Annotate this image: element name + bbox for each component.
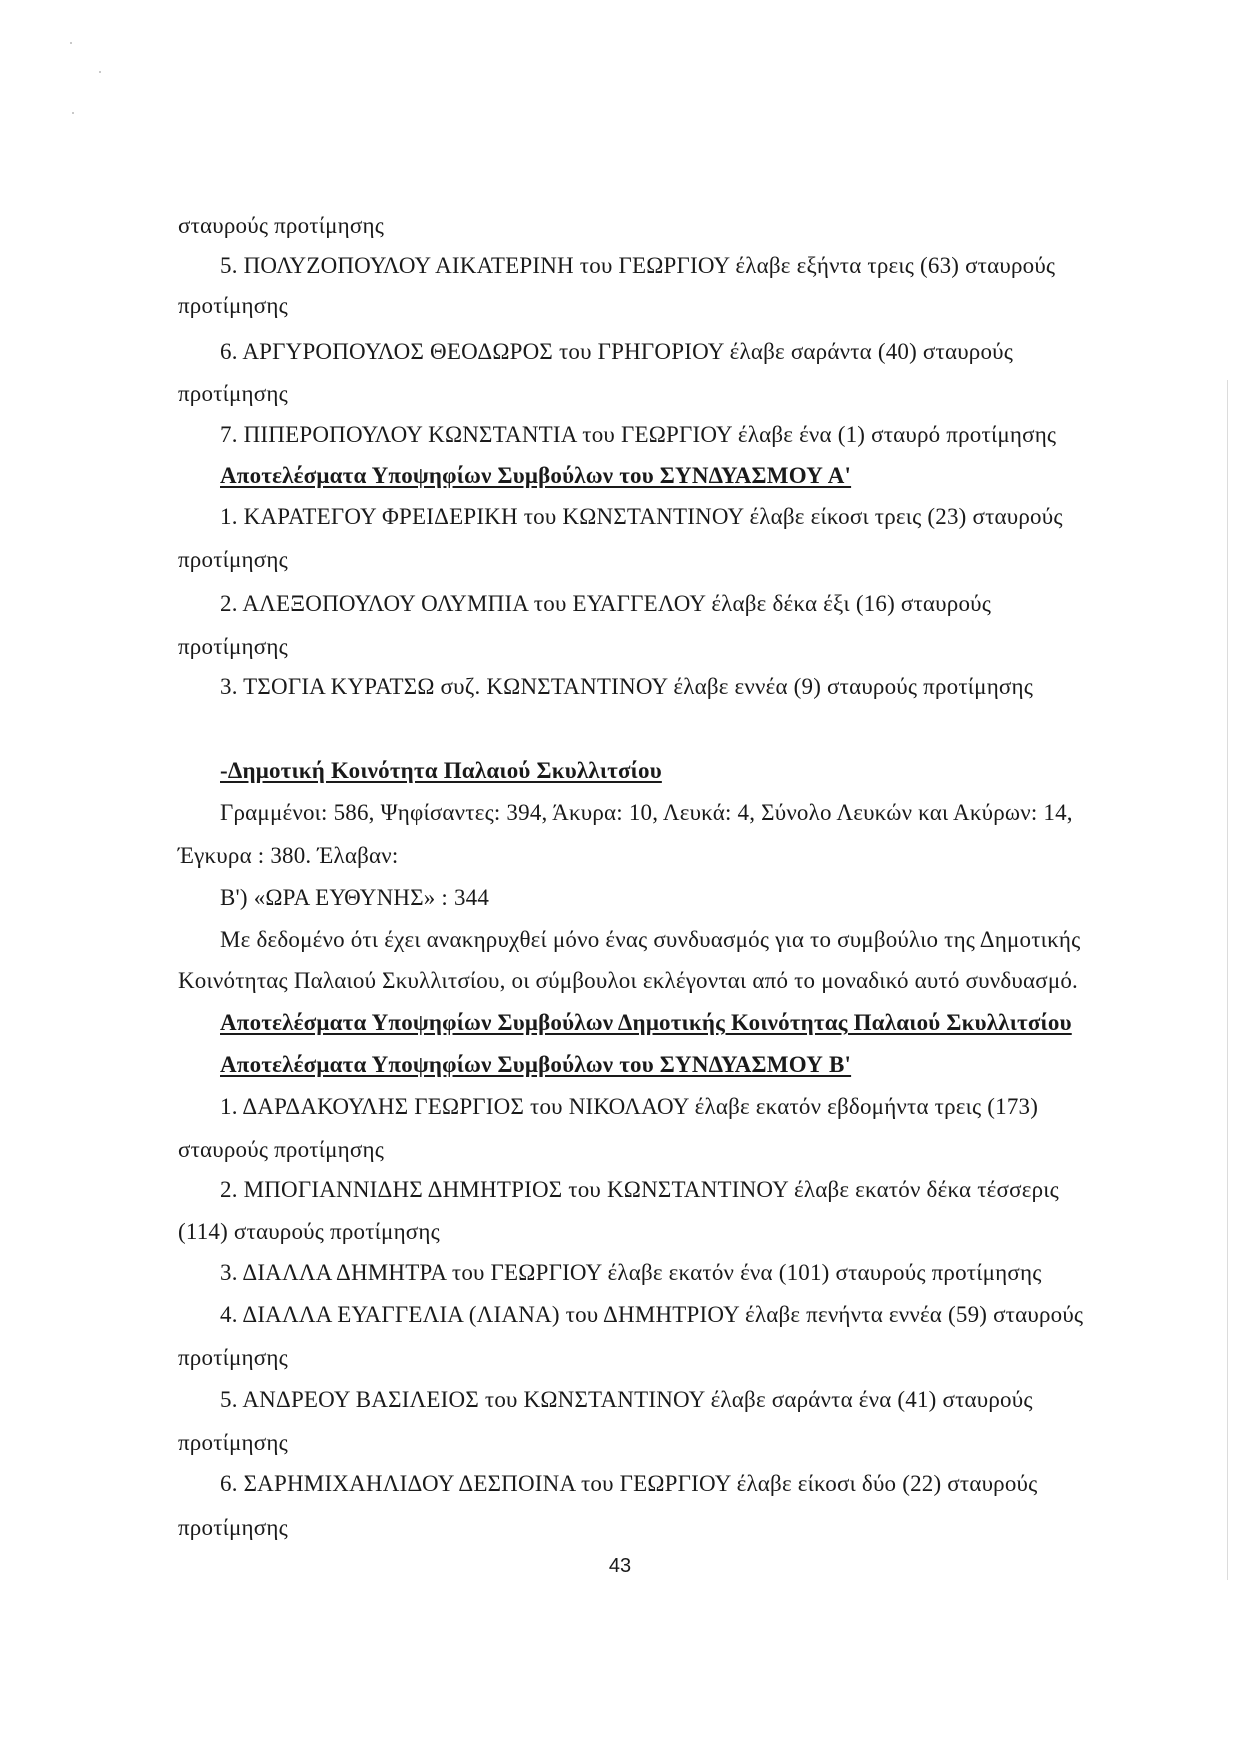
text-line: 7. ΠΙΠΕΡΟΠΟΥΛΟΥ ΚΩΝΣΤΑΝΤΙΑ του ΓΕΩΡΓΙΟΥ έλαβε ένα (1) σταυρό προτίμησης bbox=[220, 422, 1057, 447]
text-line: 5. ΠΟΛΥΖΟΠΟΥΛΟΥ ΑΙΚΑΤΕΡΙΝΗ του ΓΕΩΡΓΙΟΥ έλαβε εξήντα τρεις (63) σταυρούς bbox=[220, 253, 1056, 278]
text-line: σταυρούς προτίμησης bbox=[178, 1137, 385, 1162]
text-line: 2. ΜΠΟΓΙΑΝΝΙΔΗΣ ΔΗΜΗΤΡΙΟΣ του ΚΩΝΣΤΑΝΤΙΝΟΥ έλαβε εκατόν δέκα τέσσερις bbox=[220, 1177, 1059, 1202]
text-line: σταυρούς προτίμησης bbox=[178, 213, 385, 238]
text-line: 3. ΤΣΟΓΙΑ ΚΥΡΑΤΣΩ συζ. ΚΩΝΣΤΑΝΤΙΝΟΥ έλαβε εννέα (9) σταυρούς προτίμησης bbox=[220, 674, 1034, 699]
scan-edge-mark bbox=[1227, 380, 1228, 1580]
text-line: 4. ΔΙΑΛΛΑ ΕΥΑΓΓΕΛΙΑ (ΛΙΑΝΑ) του ΔΗΜΗΤΡΙΟΥ έλαβε πενήντα εννέα (59) σταυρούς bbox=[220, 1302, 1084, 1327]
section-heading: -Δημοτική Κοινότητα Παλαιού Σκυλλιτσίου bbox=[220, 758, 662, 783]
text-line: προτίμησης bbox=[178, 547, 288, 572]
section-heading: Αποτελέσματα Υποψηφίων Συμβούλων Δημοτικής Κοινότητας Παλαιού Σκυλλιτσίου bbox=[220, 1010, 1072, 1035]
text-line: προτίμησης bbox=[178, 1345, 288, 1370]
text-line: 1. ΔΑΡΔΑΚΟΥΛΗΣ ΓΕΩΡΓΙΟΣ του ΝΙΚΟΛΑΟΥ έλαβε εκατόν εβδομήντα τρεις (173) bbox=[220, 1094, 1039, 1119]
text-line: προτίμησης bbox=[178, 1430, 288, 1455]
text-line: προτίμησης bbox=[178, 634, 288, 659]
text-line: προτίμησης bbox=[178, 293, 288, 318]
text-line: 6. ΣΑΡΗΜΙΧΑΗΛΙΔΟΥ ΔΕΣΠΟΙΝΑ του ΓΕΩΡΓΙΟΥ έλαβε είκοσι δύο (22) σταυρούς bbox=[220, 1471, 1038, 1496]
text-line: 5. ΑΝΔΡΕΟΥ ΒΑΣΙΛΕΙΟΣ του ΚΩΝΣΤΑΝΤΙΝΟΥ έλαβε σαράντα ένα (41) σταυρούς bbox=[220, 1387, 1033, 1412]
section-heading: Αποτελέσματα Υποψηφίων Συμβούλων του ΣΥΝΔΥΑΣΜΟΥ Α' bbox=[220, 463, 852, 488]
text-line: Κοινότητας Παλαιού Σκυλλιτσίου, οι σύμβουλοι εκλέγονται από το μοναδικό αυτό συνδυασμό. bbox=[178, 968, 1079, 993]
scan-speck bbox=[99, 71, 101, 73]
text-line: 1. ΚΑΡΑΤΕΓΟΥ ΦΡΕΙΔΕΡΙΚΗ του ΚΩΝΣΤΑΝΤΙΝΟΥ έλαβε είκοσι τρεις (23) σταυρούς bbox=[220, 504, 1063, 529]
text-line: 3. ΔΙΑΛΛΑ ΔΗΜΗΤΡΑ του ΓΕΩΡΓΙΟΥ έλαβε εκατόν ένα (101) σταυρούς προτίμησης bbox=[220, 1260, 1042, 1285]
text-line: Έγκυρα : 380. Έλαβαν: bbox=[178, 843, 399, 868]
text-line: (114) σταυρούς προτίμησης bbox=[178, 1219, 440, 1244]
text-line: προτίμησης bbox=[178, 381, 288, 406]
page-number: 43 bbox=[608, 1555, 632, 1577]
text-line: προτίμησης bbox=[178, 1515, 288, 1540]
text-line: Γραμμένοι: 586, Ψηφίσαντες: 394, Άκυρα: 10, Λευκά: 4, Σύνολο Λευκών και Ακύρων: 14, bbox=[220, 800, 1073, 825]
text-line: Με δεδομένο ότι έχει ανακηρυχθεί μόνο ένας συνδυασμός για το συμβούλιο της Δημοτικής bbox=[220, 927, 1081, 952]
text-line: 2. ΑΛΕΞΟΠΟΥΛΟΥ ΟΛΥΜΠΙΑ του ΕΥΑΓΓΕΛΟΥ έλαβε δέκα έξι (16) σταυρούς bbox=[220, 591, 992, 616]
text-line: 6. ΑΡΓΥΡΟΠΟΥΛΟΣ ΘΕΟΔΩΡΟΣ του ΓΡΗΓΟΡΙΟΥ έλαβε σαράντα (40) σταυρούς bbox=[220, 339, 1014, 364]
scan-speck bbox=[72, 112, 74, 114]
section-heading: Αποτελέσματα Υποψηφίων Συμβούλων του ΣΥΝΔΥΑΣΜΟΥ Β' bbox=[220, 1052, 852, 1077]
text-line: Β') «ΩΡΑ ΕΥΘΥΝΗΣ» : 344 bbox=[220, 885, 490, 910]
scan-speck bbox=[70, 42, 72, 44]
